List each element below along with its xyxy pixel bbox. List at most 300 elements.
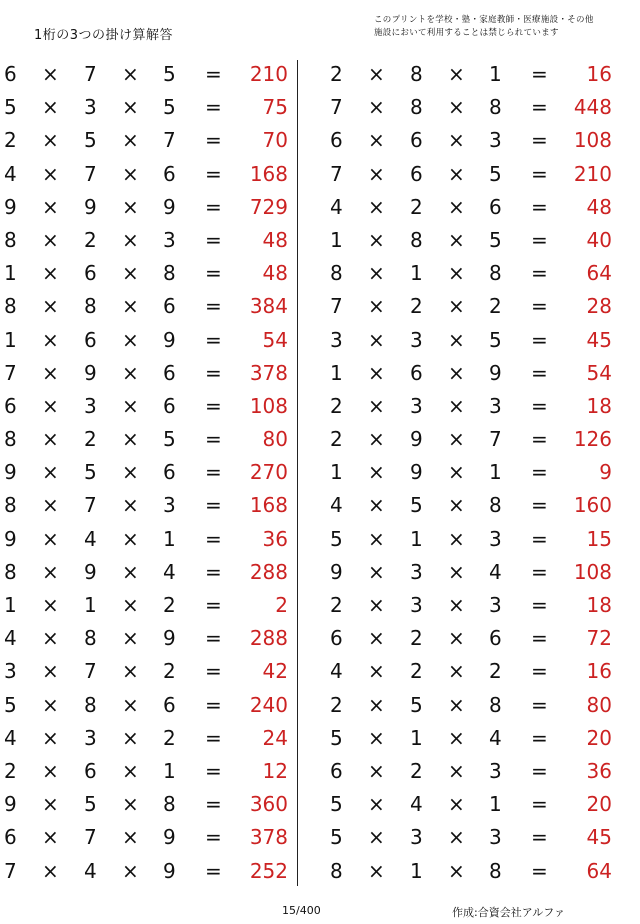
times-sign: × (448, 626, 465, 651)
operand-3: 8 (489, 858, 502, 883)
times-sign: × (368, 692, 385, 717)
equals-sign: = (205, 460, 222, 485)
equals-sign: = (531, 294, 548, 319)
answer: 48 (262, 261, 288, 286)
equals-sign: = (205, 725, 222, 750)
answer: 36 (586, 758, 612, 783)
times-sign: × (448, 692, 465, 717)
equals-sign: = (531, 360, 548, 385)
answer: 48 (262, 227, 288, 252)
equals-sign: = (531, 825, 548, 850)
operand-2: 1 (410, 526, 423, 551)
answer: 252 (249, 858, 288, 883)
operand-2: 3 (84, 725, 97, 750)
page-title: 1桁の3つの掛け算解答 (34, 28, 174, 43)
operand-1: 3 (330, 327, 343, 352)
answer: 108 (573, 559, 612, 584)
operand-2: 3 (410, 559, 423, 584)
times-sign: × (448, 261, 465, 286)
times-sign: × (42, 758, 59, 783)
times-sign: × (368, 792, 385, 817)
times-sign: × (42, 360, 59, 385)
times-sign: × (42, 559, 59, 584)
operand-1: 8 (330, 858, 343, 883)
times-sign: × (122, 161, 139, 186)
operand-3: 7 (489, 427, 502, 452)
times-sign: × (122, 294, 139, 319)
operand-3: 8 (163, 261, 176, 286)
equals-sign: = (531, 393, 548, 418)
answer: 80 (586, 692, 612, 717)
operand-2: 6 (410, 161, 423, 186)
times-sign: × (122, 792, 139, 817)
operand-3: 4 (489, 725, 502, 750)
operand-3: 3 (489, 393, 502, 418)
equals-sign: = (205, 526, 222, 551)
operand-3: 6 (489, 626, 502, 651)
times-sign: × (448, 758, 465, 783)
operand-2: 9 (84, 194, 97, 219)
times-sign: × (368, 261, 385, 286)
answer: 20 (586, 725, 612, 750)
operand-2: 6 (84, 758, 97, 783)
operand-1: 8 (4, 427, 17, 452)
times-sign: × (122, 692, 139, 717)
operand-2: 5 (84, 128, 97, 153)
equals-sign: = (205, 327, 222, 352)
times-sign: × (448, 593, 465, 617)
times-sign: × (42, 227, 59, 252)
times-sign: × (368, 725, 385, 750)
times-sign: × (122, 393, 139, 418)
answer: 2 (275, 593, 288, 617)
operand-1: 1 (330, 360, 343, 385)
answer: 40 (586, 227, 612, 252)
answer: 168 (249, 161, 288, 186)
times-sign: × (42, 626, 59, 651)
operand-1: 8 (4, 294, 17, 319)
operand-1: 4 (4, 725, 17, 750)
answer: 16 (586, 62, 612, 86)
operand-1: 9 (4, 526, 17, 551)
times-sign: × (42, 593, 59, 617)
answer: 54 (586, 360, 612, 385)
operand-1: 9 (4, 194, 17, 219)
times-sign: × (448, 360, 465, 385)
times-sign: × (368, 493, 385, 518)
times-sign: × (42, 427, 59, 452)
operand-3: 7 (163, 128, 176, 153)
operand-2: 8 (84, 294, 97, 319)
answer: 360 (249, 792, 288, 817)
answer: 45 (586, 327, 612, 352)
times-sign: × (448, 95, 465, 120)
operand-3: 6 (163, 360, 176, 385)
equals-sign: = (205, 758, 222, 783)
answer: 240 (249, 692, 288, 717)
operand-2: 8 (410, 95, 423, 120)
equals-sign: = (531, 593, 548, 617)
operand-1: 4 (4, 161, 17, 186)
operand-3: 6 (163, 393, 176, 418)
equals-sign: = (205, 626, 222, 651)
times-sign: × (122, 460, 139, 485)
operand-2: 2 (410, 626, 423, 651)
operand-2: 2 (410, 294, 423, 319)
answer: 210 (249, 62, 288, 86)
operand-3: 6 (163, 460, 176, 485)
answer: 288 (249, 559, 288, 584)
operand-3: 1 (489, 792, 502, 817)
equals-sign: = (531, 427, 548, 452)
operand-1: 7 (330, 95, 343, 120)
equals-sign: = (531, 62, 548, 86)
operand-2: 1 (410, 725, 423, 750)
operand-2: 8 (84, 626, 97, 651)
equals-sign: = (205, 593, 222, 617)
answer: 75 (262, 95, 288, 120)
equals-sign: = (205, 227, 222, 252)
times-sign: × (448, 792, 465, 817)
answer: 70 (262, 128, 288, 153)
operand-3: 3 (489, 758, 502, 783)
equals-sign: = (531, 194, 548, 219)
times-sign: × (368, 858, 385, 883)
times-sign: × (368, 559, 385, 584)
equals-sign: = (205, 792, 222, 817)
times-sign: × (368, 758, 385, 783)
answer: 168 (249, 493, 288, 518)
times-sign: × (448, 526, 465, 551)
answer: 378 (249, 825, 288, 850)
operand-3: 5 (163, 62, 176, 86)
operand-1: 7 (330, 294, 343, 319)
times-sign: × (42, 128, 59, 153)
times-sign: × (448, 161, 465, 186)
operand-3: 5 (489, 227, 502, 252)
operand-2: 7 (84, 161, 97, 186)
times-sign: × (122, 593, 139, 617)
operand-1: 6 (330, 128, 343, 153)
equals-sign: = (531, 460, 548, 485)
operand-1: 2 (330, 593, 343, 617)
operand-3: 8 (163, 792, 176, 817)
times-sign: × (448, 659, 465, 684)
answer: 72 (586, 626, 612, 651)
operand-2: 6 (84, 327, 97, 352)
operand-2: 7 (84, 62, 97, 86)
equals-sign: = (531, 792, 548, 817)
operand-3: 2 (163, 725, 176, 750)
operand-3: 3 (163, 493, 176, 518)
equals-sign: = (205, 493, 222, 518)
operand-2: 2 (410, 758, 423, 783)
operand-1: 8 (4, 559, 17, 584)
equals-sign: = (205, 393, 222, 418)
times-sign: × (368, 659, 385, 684)
answer: 36 (262, 526, 288, 551)
operand-1: 8 (330, 261, 343, 286)
operand-2: 9 (84, 360, 97, 385)
operand-1: 1 (4, 593, 17, 617)
equals-sign: = (205, 659, 222, 684)
times-sign: × (368, 227, 385, 252)
operand-2: 6 (410, 128, 423, 153)
equals-sign: = (205, 128, 222, 153)
times-sign: × (42, 825, 59, 850)
operand-3: 9 (163, 194, 176, 219)
operand-1: 6 (330, 626, 343, 651)
operand-2: 5 (84, 792, 97, 817)
times-sign: × (368, 360, 385, 385)
answer: 108 (249, 393, 288, 418)
operand-3: 9 (489, 360, 502, 385)
equals-sign: = (205, 692, 222, 717)
times-sign: × (448, 294, 465, 319)
operand-2: 4 (410, 792, 423, 817)
times-sign: × (368, 294, 385, 319)
operand-3: 9 (163, 327, 176, 352)
operand-3: 5 (163, 95, 176, 120)
equals-sign: = (531, 493, 548, 518)
times-sign: × (122, 493, 139, 518)
answer: 108 (573, 128, 612, 153)
equals-sign: = (205, 261, 222, 286)
times-sign: × (368, 95, 385, 120)
operand-1: 2 (330, 427, 343, 452)
operand-2: 3 (84, 95, 97, 120)
times-sign: × (122, 128, 139, 153)
column-divider (297, 60, 298, 886)
equals-sign: = (205, 559, 222, 584)
times-sign: × (122, 95, 139, 120)
operand-3: 8 (489, 261, 502, 286)
times-sign: × (368, 427, 385, 452)
times-sign: × (122, 825, 139, 850)
operand-3: 8 (489, 95, 502, 120)
answer: 729 (249, 194, 288, 219)
operand-3: 3 (163, 227, 176, 252)
operand-3: 5 (489, 327, 502, 352)
operand-1: 7 (330, 161, 343, 186)
answer: 64 (586, 261, 612, 286)
operand-3: 2 (489, 659, 502, 684)
answer: 210 (573, 161, 612, 186)
operand-3: 4 (163, 559, 176, 584)
times-sign: × (42, 792, 59, 817)
operand-2: 3 (410, 393, 423, 418)
operand-2: 7 (84, 493, 97, 518)
operand-1: 2 (4, 128, 17, 153)
operand-1: 9 (330, 559, 343, 584)
times-sign: × (448, 62, 465, 86)
times-sign: × (448, 227, 465, 252)
answer: 80 (262, 427, 288, 452)
operand-3: 3 (489, 526, 502, 551)
operand-2: 8 (84, 692, 97, 717)
operand-3: 1 (163, 758, 176, 783)
operand-2: 3 (410, 593, 423, 617)
operand-1: 9 (4, 460, 17, 485)
operand-3: 6 (163, 692, 176, 717)
times-sign: × (448, 194, 465, 219)
operand-2: 5 (84, 460, 97, 485)
times-sign: × (42, 95, 59, 120)
operand-3: 8 (489, 692, 502, 717)
operand-3: 1 (489, 460, 502, 485)
operand-2: 6 (410, 360, 423, 385)
times-sign: × (42, 393, 59, 418)
operand-3: 5 (489, 161, 502, 186)
times-sign: × (368, 393, 385, 418)
times-sign: × (448, 858, 465, 883)
answer: 9 (599, 460, 612, 485)
operand-1: 3 (4, 659, 17, 684)
operand-1: 2 (330, 692, 343, 717)
equals-sign: = (531, 559, 548, 584)
operand-2: 1 (84, 593, 97, 617)
operand-2: 9 (410, 460, 423, 485)
operand-3: 9 (163, 858, 176, 883)
operand-1: 1 (4, 327, 17, 352)
equals-sign: = (531, 227, 548, 252)
answer: 15 (586, 526, 612, 551)
answer: 20 (586, 792, 612, 817)
operand-3: 4 (489, 559, 502, 584)
operand-1: 7 (4, 858, 17, 883)
times-sign: × (42, 460, 59, 485)
times-sign: × (368, 825, 385, 850)
operand-3: 5 (163, 427, 176, 452)
operand-1: 9 (4, 792, 17, 817)
operand-3: 3 (489, 128, 502, 153)
operand-2: 1 (410, 858, 423, 883)
times-sign: × (122, 327, 139, 352)
times-sign: × (42, 261, 59, 286)
operand-2: 3 (410, 825, 423, 850)
equals-sign: = (531, 758, 548, 783)
operand-3: 8 (489, 493, 502, 518)
answer: 42 (262, 659, 288, 684)
operand-1: 4 (4, 626, 17, 651)
answer: 64 (586, 858, 612, 883)
times-sign: × (448, 393, 465, 418)
operand-2: 5 (410, 692, 423, 717)
times-sign: × (122, 659, 139, 684)
equals-sign: = (531, 626, 548, 651)
operand-3: 6 (163, 294, 176, 319)
equals-sign: = (531, 725, 548, 750)
answer: 448 (573, 95, 612, 120)
times-sign: × (368, 194, 385, 219)
operand-3: 9 (163, 626, 176, 651)
operand-1: 4 (330, 659, 343, 684)
times-sign: × (368, 460, 385, 485)
times-sign: × (448, 128, 465, 153)
operand-1: 5 (330, 825, 343, 850)
operand-3: 2 (489, 294, 502, 319)
equals-sign: = (205, 427, 222, 452)
author-credit: 作成:合資会社アルファ (452, 906, 566, 919)
times-sign: × (42, 194, 59, 219)
operand-1: 2 (330, 62, 343, 86)
answer: 28 (586, 294, 612, 319)
answer: 126 (573, 427, 612, 452)
equals-sign: = (531, 161, 548, 186)
times-sign: × (122, 858, 139, 883)
times-sign: × (122, 626, 139, 651)
operand-2: 7 (84, 825, 97, 850)
times-sign: × (122, 758, 139, 783)
answer: 160 (573, 493, 612, 518)
times-sign: × (448, 493, 465, 518)
equals-sign: = (205, 825, 222, 850)
equals-sign: = (531, 659, 548, 684)
times-sign: × (42, 858, 59, 883)
operand-1: 6 (4, 62, 17, 86)
times-sign: × (448, 559, 465, 584)
operand-2: 9 (84, 559, 97, 584)
equals-sign: = (205, 858, 222, 883)
operand-1: 2 (330, 393, 343, 418)
operand-2: 8 (410, 62, 423, 86)
operand-3: 6 (489, 194, 502, 219)
operand-3: 3 (489, 825, 502, 850)
operand-3: 1 (489, 62, 502, 86)
operand-3: 9 (163, 825, 176, 850)
answer: 45 (586, 825, 612, 850)
operand-1: 5 (330, 792, 343, 817)
operand-2: 3 (410, 327, 423, 352)
operand-2: 2 (410, 659, 423, 684)
operand-3: 1 (163, 526, 176, 551)
times-sign: × (122, 227, 139, 252)
answer: 384 (249, 294, 288, 319)
equals-sign: = (531, 526, 548, 551)
operand-2: 4 (84, 526, 97, 551)
operand-1: 1 (330, 227, 343, 252)
equals-sign: = (531, 327, 548, 352)
times-sign: × (448, 825, 465, 850)
times-sign: × (368, 626, 385, 651)
times-sign: × (448, 327, 465, 352)
times-sign: × (42, 659, 59, 684)
equals-sign: = (205, 62, 222, 86)
equals-sign: = (205, 161, 222, 186)
operand-1: 8 (4, 227, 17, 252)
times-sign: × (122, 559, 139, 584)
usage-notice (374, 14, 614, 40)
times-sign: × (368, 593, 385, 617)
times-sign: × (42, 725, 59, 750)
times-sign: × (122, 427, 139, 452)
times-sign: × (122, 62, 139, 86)
operand-1: 5 (330, 725, 343, 750)
operand-2: 4 (84, 858, 97, 883)
operand-1: 7 (4, 360, 17, 385)
operand-1: 1 (4, 261, 17, 286)
times-sign: × (122, 261, 139, 286)
times-sign: × (42, 327, 59, 352)
equals-sign: = (205, 95, 222, 120)
answer: 18 (586, 593, 612, 617)
times-sign: × (122, 194, 139, 219)
operand-3: 3 (489, 593, 502, 617)
answer: 378 (249, 360, 288, 385)
operand-2: 5 (410, 493, 423, 518)
times-sign: × (42, 692, 59, 717)
operand-2: 2 (84, 227, 97, 252)
